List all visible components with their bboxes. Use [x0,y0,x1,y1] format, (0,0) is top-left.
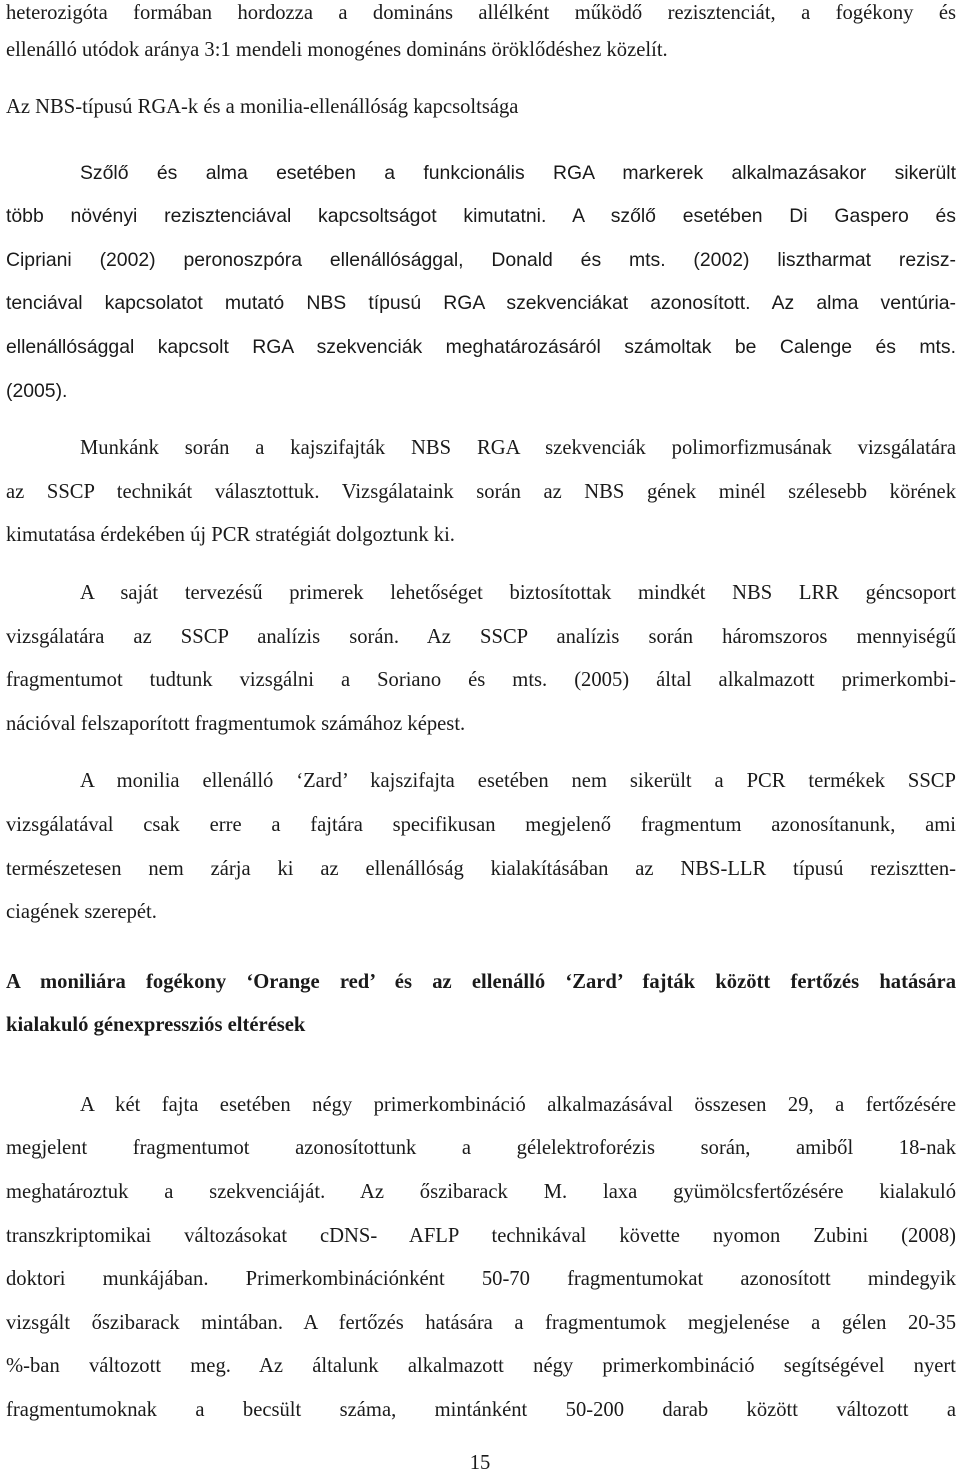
continuation-paragraph [6,0,956,70]
heading-line: A moniliára fogékony ‘Orange red’ és az ellenálló ‘Zard’ fajták között fertőzés hatására [6,970,956,993]
text-line: tenciával kapcsolatot mutató NBS típusú RGA szekvenciákat azonosított. Az alma ventúria- [6,292,956,315]
text-line: kimutatása érdekében új PCR stratégiát dolgoztunk ki. [6,524,455,547]
text-line: természetesen nem zárja ki az ellenállóság kialakításában az NBS-LLR típusú rezisztten- [6,857,956,880]
text-line: fragmentumot tudtunk vizsgálni a Soriano és mts. (2005) által alkalmazott primerkombi- [6,669,956,692]
text-line: megjelent fragmentumot azonosítottunk a gélelektroforézis során, amiből 18-nak [6,1137,956,1160]
section-heading [6,86,956,130]
text-line: ciagének szerepét. [6,901,157,924]
text-line: vizsgálatára az SSCP analízis során. Az SSCP analízis során háromszoros mennyiségű [6,625,956,648]
text-line: vizsgálatával csak erre a fajtára specifikusan megjelenő fragmentum azonosítanunk, ami [6,813,956,836]
text-line: fragmentumoknak a becsült száma, mintánként 50-200 darab között változott a [6,1399,956,1422]
text-line: Szőlő és alma esetében a funkcionális RGA markerek alkalmazásakor sikerült [80,161,956,184]
section-heading [6,961,956,1048]
text-line: ellenállósággal kapcsolt RGA szekvenciák meghatározásáról számoltak be Calenge és mts. [6,335,956,358]
text-line: Cipriani (2002) peronoszpóra ellenállósággal, Donald és mts. (2002) lisztharmat rezisz- [6,248,956,271]
text-line: A saját tervezésű primerek lehetőséget biztosítottak mindkét NBS LRR géncsoport [80,581,956,604]
text-line: A monilia ellenálló ‘Zard’ kajszifajta esetében nem sikerült a PCR termékek SSCP [80,770,956,793]
text-line: az SSCP technikát választottuk. Vizsgálataink során az NBS gének minél szélesebb körének [6,480,956,503]
text-line: (2005). [6,379,68,402]
paragraph [6,427,956,558]
text-line: meghatároztuk a szekvenciáját. Az őszibarack M. laxa gyümölcsfertőzésére kialakuló [6,1181,956,1204]
text-line: doktori munkájában. Primerkombinációnként 50-70 fragmentumokat azonosított mindegyik [6,1268,956,1291]
heading-line: Az NBS-típusú RGA-k és a monilia-ellenállóság kapcsoltsága [6,96,519,118]
text-line: vizsgált őszibarack mintában. A fertőzés hatására a fragmentumok megjelenése a gélen 20-35 [6,1311,956,1334]
text-line: %-ban változott meg. Az általunk alkalmazott négy primerkombináció segítségével nyert [6,1355,956,1378]
paragraph [6,572,956,746]
heading-line: kialakuló génexpressziós eltérések [6,1014,306,1037]
paragraph [6,152,956,414]
text-line: Munkánk során a kajszifajták NBS RGA szekvenciák polimorfizmusának vizsgálatára [80,437,956,460]
text-line: több növényi rezisztenciával kapcsoltságot kimutatni. A szőlő esetében Di Gaspero és [6,205,956,228]
text-line: heterozigóta formában hordozza a domináns allélként működő rezisztenciát, a fogékony és [6,2,956,24]
page-number: 15 [469,1452,491,1474]
paragraph [6,760,956,934]
text-line: A két fajta esetében négy primerkombináció alkalmazásával összesen 29, a fertőzésére [80,1093,956,1116]
paragraph [6,1084,956,1433]
text-line: ellenálló utódok aránya 3:1 mendeli monogénes domináns öröklődéshez közelít. [6,39,668,61]
document-page [6,0,956,1433]
text-line: nációval felszaporított fragmentumok számához képest. [6,712,466,735]
text-line: transzkriptomikai változásokat cDNS- AFLP technikával követte nyomon Zubini (2008) [6,1224,956,1247]
